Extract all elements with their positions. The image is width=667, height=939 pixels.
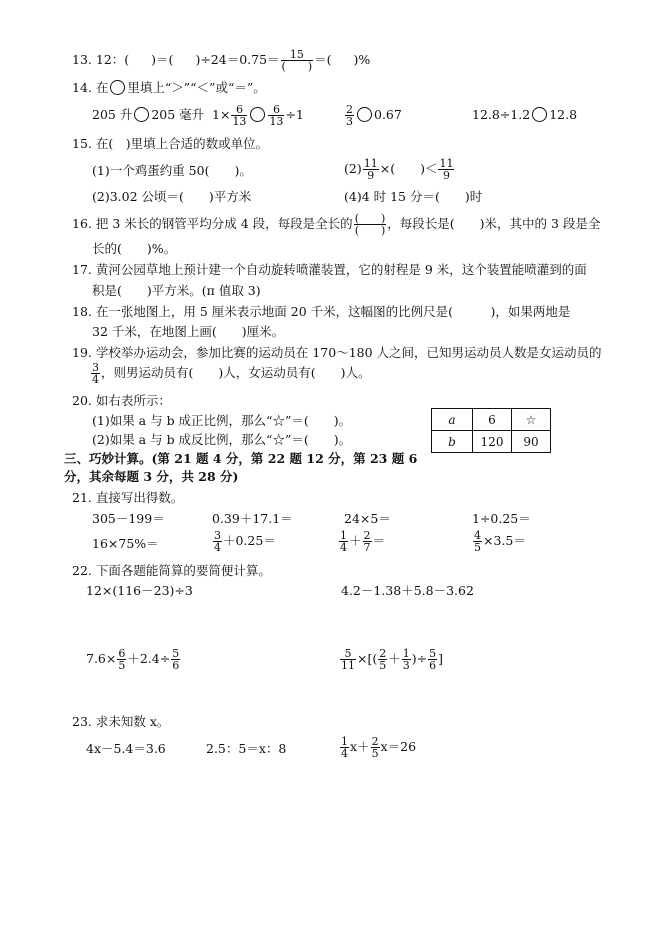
q13-fraction: $\frac{15}{( )}$ <box>281 48 313 73</box>
q20-item-2: (2)如果 a 与 b 成反比例，那么“☆”＝( )。 <box>92 432 352 447</box>
question-14-title <box>72 80 266 96</box>
q13-part-c: )÷24＝0.75＝ <box>195 52 280 67</box>
q19-line-2: $\frac{3}{4}$ ，则男运动员有( )人，女运动员有( )人。 <box>92 361 371 386</box>
table-row <box>432 409 551 431</box>
q13-part-f: )% <box>353 52 371 67</box>
table-row <box>432 431 551 453</box>
q21-expr: $\frac{1}{4}$ ＋ $\frac{2}{7}$ ＝ <box>340 529 386 554</box>
table-cell: 6 <box>473 409 512 431</box>
question-16: 16. 把 3 米长的钢管平均分成 4 段，每段是全长的 $\frac{( )}{( )}$ ，每段长是( )米，其中的 3 段是全 <box>72 212 601 237</box>
q21-expr: 24×5＝ <box>344 511 391 526</box>
q13-part-e: ＝( <box>314 52 332 67</box>
table-cell: b <box>432 431 473 453</box>
question-20-title: 20. 如右表所示： <box>72 393 171 408</box>
question-18: 18. 在一张地图上，用 5 厘米表示地面 20 千米，这幅图的比例尺是( )，如果两地是 <box>72 304 571 319</box>
q14-item-4: 12.8÷1.2 12.8 <box>472 107 578 122</box>
q18-line-2: 32 千米，在地图上画( )厘米。 <box>92 324 285 339</box>
q22-expr-3: 7.6× $\frac{6}{5}$ ＋2.4÷ $\frac{5}{6}$ <box>86 647 180 672</box>
q21-expr: 305－199＝ <box>92 511 165 526</box>
question-15-title: 15. 在( )里填上合适的数或单位。 <box>72 136 269 151</box>
q21-expr: 16×75%＝ <box>92 536 159 551</box>
circle-blank-icon <box>532 107 547 122</box>
q13-number: 13. <box>72 52 92 67</box>
circle-blank-icon <box>110 80 125 95</box>
q20-item-1: (1)如果 a 与 b 成正比例，那么“☆”＝( )。 <box>92 413 352 428</box>
question-13 <box>72 49 370 72</box>
question-17: 17. 黄河公园草地上预计建一个自动旋转喷灌装置，它的射程是 9 米，这个装置能喷灌到的面 <box>72 262 587 277</box>
q14-title-b: 里填上“＞”“＜”或“＝”。 <box>127 80 266 95</box>
circle-blank-icon <box>250 107 265 122</box>
q14-item-3: $\frac{2}{3}$ 0.67 <box>346 103 402 128</box>
q15-item-3: (2)3.02 公顷＝( )平方米 <box>92 189 252 204</box>
q21-expr: 1÷0.25＝ <box>472 511 531 526</box>
q23-expr-2: 2.5：5＝x：8 <box>206 741 287 756</box>
q21-expr: $\frac{3}{4}$ ＋0.25＝ <box>214 529 276 554</box>
table-cell: a <box>432 409 473 431</box>
q23-expr-3: $\frac{1}{4}$ x＋ $\frac{2}{5}$ x＝26 <box>341 735 417 760</box>
table-cell: ☆ <box>512 409 551 431</box>
q14-item-1: 205 升 205 毫升 <box>92 107 205 122</box>
q22-expr-1: 12×(116－23)÷3 <box>86 583 193 598</box>
question-19: 19. 学校举办运动会，参加比赛的运动员在 170～180 人之间，已知男运动员人数是女运动员的 <box>72 345 602 360</box>
q17-line-2: 积是( )平方米。(π 值取 3) <box>92 283 261 298</box>
ratio-table <box>431 408 551 453</box>
q16-line-2: 长的( )%。 <box>92 241 177 256</box>
q21-expr: 0.39＋17.1＝ <box>212 511 293 526</box>
question-22-title: 22. 下面各题能简算的要简便计算。 <box>72 563 271 578</box>
q21-expr: $\frac{4}{5}$ ×3.5＝ <box>474 529 526 554</box>
table-cell: 90 <box>512 431 551 453</box>
q22-expr-4: $\frac{5}{11}$ ×[( $\frac{2}{5}$ ＋ $\frac{1}{3}$ )÷ $\frac{5}{6}$ ] <box>341 647 443 672</box>
q13-part-a: 12：( <box>95 52 130 67</box>
q15-item-1: (1)一个鸡蛋约重 50( )。 <box>92 163 252 178</box>
circle-blank-icon <box>357 107 372 122</box>
q14-title-a: 在 <box>95 80 109 95</box>
q14-number: 14. <box>72 80 92 95</box>
q13-part-b: )＝( <box>151 52 174 67</box>
q14-item-2: 1× $\frac{6}{13}$ $\frac{6}{13}$ ÷1 <box>212 103 304 128</box>
q22-expr-2: 4.2－1.38＋5.8－3.62 <box>341 583 474 598</box>
q23-expr-1: 4x－5.4＝3.6 <box>86 741 166 756</box>
question-21-title: 21. 直接写出得数。 <box>72 490 184 505</box>
q15-item-4: (4)4 时 15 分＝( )时 <box>344 189 483 204</box>
table-cell: 120 <box>473 431 512 453</box>
section-3-heading-2: 分，其余每题 3 分，共 28 分) <box>64 469 239 484</box>
circle-blank-icon <box>134 107 149 122</box>
q15-item-2: (2) $\frac{11}{9}$ ×( )＜ $\frac{11}{9}$ <box>344 157 454 182</box>
section-3-heading: 三、巧妙计算。(第 21 题 4 分，第 22 题 12 分，第 23 题 6 <box>64 451 418 466</box>
question-23-title: 23. 求未知数 x。 <box>72 714 170 729</box>
